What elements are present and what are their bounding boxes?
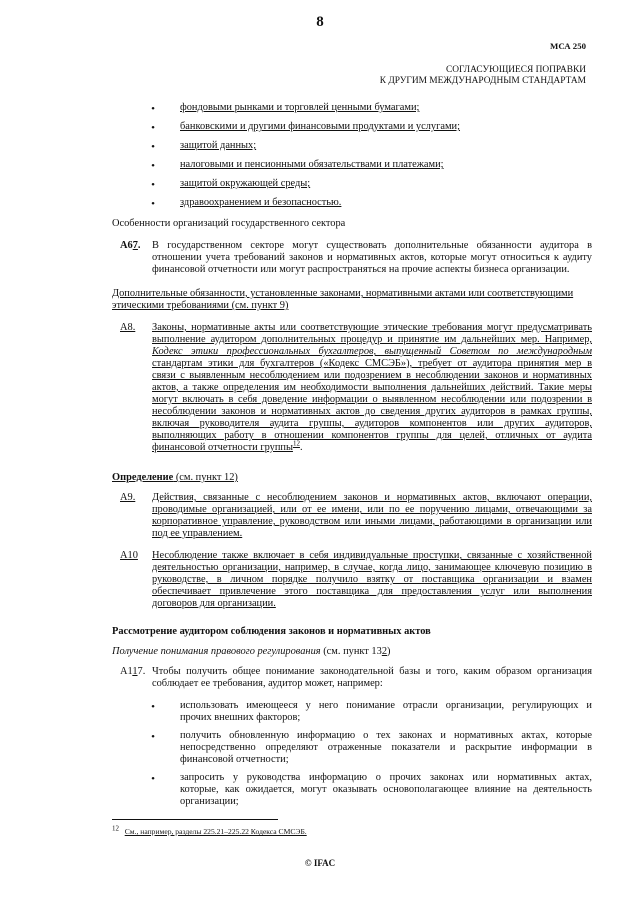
list-item-cont: финансовой отчетности;: [180, 754, 289, 765]
paragraph-a10-line1: Несоблюдение также включает в себя индивидуальные проступки, связанные с хозяйственной: [152, 550, 592, 561]
list-item: защитой данных;: [180, 140, 257, 151]
running-header-line2: К ДРУГИМ МЕЖДУНАРОДНЫМ СТАНДАРТАМ: [379, 76, 586, 86]
bullet-icon: •: [151, 731, 155, 743]
list-item-cont: которые, как ожидается, могут оказывать основополагающее влияние на деятельность: [180, 784, 592, 795]
paragraph-a11-line1: Чтобы получить общее понимание законодательной базы и того, каким образом организация: [152, 666, 592, 677]
bullet-icon: •: [151, 141, 155, 153]
paragraph-a10-line2: деятельностью организации, например, в случае, когда лицо, занимающее ключевую позицию в: [152, 562, 592, 573]
running-header-line1: СОГЛАСУЮЩИЕСЯ ПОПРАВКИ: [446, 65, 586, 75]
paragraph-a9-line1: Действия, связанные с несоблюдением законов и нормативных актов, включают операции,: [152, 492, 592, 503]
paragraph-label-a10: A10: [120, 550, 138, 561]
bullet-icon: •: [151, 198, 155, 210]
paragraph-a8-line9: включая руководителя аудита группы, аудиторов компонентов или других аудиторов,: [152, 418, 592, 429]
paragraph-a6-line3: финансовой отчетности или могут распространяться на прочие аспекты бизнеса организации.: [152, 264, 570, 275]
paragraph-a8-line11: финансовой отчетности группы$^{12}$.: [152, 439, 303, 453]
paragraph-a10-line5: договоров для организации.: [152, 598, 276, 609]
bullet-icon: •: [151, 773, 155, 785]
paragraph-a8-line6: актов, а также определения им необходимости выполнения дальнейших действий. Такие меры: [152, 382, 592, 393]
document-code: МСА 250: [550, 41, 586, 51]
paragraph-a10-line3: руководстве, в личном порядке получило взятку от поставщика организации и взамен: [152, 574, 592, 585]
list-item: получить обновленную информацию о тех законах и нормативных актах, которые: [180, 730, 592, 741]
footnote-ref: 12: [292, 439, 300, 448]
subheading-understanding: Получение понимания правового регулирования (см. пункт 132): [112, 646, 391, 657]
list-item: фондовыми рынками и торговлей ценными бумагами;: [180, 102, 420, 113]
list-item: использовать имеющееся у него понимание отрасли организации, регулирующих и: [180, 700, 592, 711]
paragraph-a9-line4: под ее управлением.: [152, 528, 243, 539]
paragraph-a8-line8: несоблюдении законов и нормативных актов до сведения других аудиторов в рамках группы,: [152, 406, 592, 417]
section-heading-public-sector: Особенности организаций государственного сектора: [112, 218, 346, 229]
footnote-number: 12: [112, 824, 119, 833]
paragraph-a8-line1: Законы, нормативные акты или соответствующие этические требования могут предусматривать: [152, 322, 592, 333]
list-item: здравоохранением и безопасностью.: [180, 197, 342, 208]
page-number: 8: [316, 14, 324, 30]
paragraph-a8-line5: связи с выявленным несоблюдением или подозрением в несоблюдении законов и нормативных: [152, 370, 592, 381]
list-item-cont: организации;: [180, 796, 239, 807]
bullet-icon: •: [151, 701, 155, 713]
list-item-cont: прочих внешних факторов;: [180, 712, 301, 723]
paragraph-a9-line2: проводимые организацией, или от ее имени, или по ее поручению лицами, отвечающими за: [152, 504, 592, 515]
paragraph-a6-line2: отношении учета требований законов и нормативных актов, которые могут относиться к аудиту: [152, 252, 592, 263]
paragraph-a10-line4: обеспечивает привлечение этого поставщика для предоставления услуг или выполнения: [152, 586, 592, 597]
footnote: $^{12}$ См., например, разделы 225.21–225.22 Кодекса СМСЭБ.: [112, 824, 307, 836]
paragraph-a8-line7: могут включать в себя доведение информации о выявленном несоблюдении или подозрении в: [152, 394, 592, 405]
section-heading-definition: Определение (см. пункт 12): [112, 472, 238, 483]
bullet-icon: •: [151, 160, 155, 172]
list-item: банковскими и другими финансовыми продуктами и услугами;: [180, 121, 460, 132]
list-item: налоговыми и пенсионными обязательствами и платежами;: [180, 159, 444, 170]
footnote-divider: [112, 819, 278, 820]
paragraph-a8-line4: стандартам этики для бухгалтеров («Кодекс СМСЭБ»), требует от аудитора принятия мер в: [152, 358, 592, 369]
list-item: запросить у руководства информацию о прочих законах или нормативных актах,: [180, 772, 592, 783]
section-heading-additional: Дополнительные обязанности, установленные законами, нормативными актами или соответствующими: [112, 288, 574, 299]
paragraph-a8-line3: Кодекс этики профессиональных бухгалтеров, выпущенный Советом по международным: [152, 346, 592, 357]
section-heading-consideration: Рассмотрение аудитором соблюдения законов и нормативных актов: [112, 626, 431, 637]
paragraph-label-a9: A9.: [120, 492, 136, 503]
paragraph-label-a6: A67.: [120, 240, 141, 251]
section-heading-additional-cont: этическими требованиями (см. пункт 9): [112, 300, 289, 311]
paragraph-a11-line2: соблюдает ее требования, аудитор может, например:: [152, 678, 383, 689]
paragraph-label-a8: A8.: [120, 322, 136, 333]
paragraph-label-a11: A117.: [120, 666, 146, 677]
paragraph-a8-line2: выполнение аудитором дополнительных процедур и принятие им дальнейших мер. Например,: [152, 334, 592, 345]
bullet-icon: •: [151, 122, 155, 134]
bullet-icon: •: [151, 103, 155, 115]
paragraph-a6-line1: В государственном секторе могут существовать дополнительные обязанности аудитора в: [152, 240, 592, 251]
page-footer: © IFAC: [304, 858, 336, 868]
list-item: защитой окружающей среды;: [180, 178, 311, 189]
paragraph-a9-line3: корпоративное управление, руководством или иными лицами, работающими в организации или: [152, 516, 592, 527]
bullet-icon: •: [151, 179, 155, 191]
list-item-cont: непосредственно определяют отраженные показатели и раскрытие информации в: [180, 742, 592, 753]
paragraph-a8-line10: выполняющих работу в отношении компонентов группы для целей, отличных от аудита: [152, 430, 592, 441]
